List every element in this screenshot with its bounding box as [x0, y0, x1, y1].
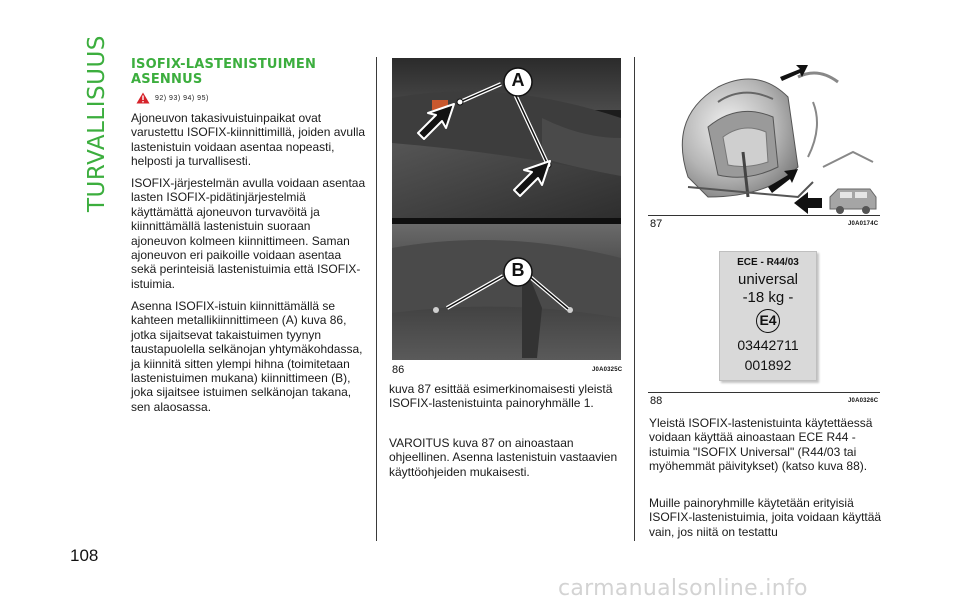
figure-87-code: J0A0174C — [848, 221, 879, 227]
figure-86-callout-b: B — [511, 260, 525, 280]
figure-86-callout-a: A — [511, 70, 525, 90]
figure-86-code: J0A0325C — [592, 367, 623, 373]
ece-label-approval-2: 001892 — [744, 357, 792, 373]
paragraph-installation: Asenna ISOFIX-istuin kiinnittämällä se kahteen metallikiinnittimeen (A) kuva 86, jotka sijaitsevat takaistuimen tyynyn taustapuolella selkänojan yhtymäkohdassa, ja kiinnitä sitten ylempi hihna (toimitetaan lastenistuimen mukana) kiinnittimeen (B), joka sijaitsee istuimen selkänojan takana, sen alaosassa. — [131, 299, 363, 414]
figure-86-photo — [392, 58, 621, 360]
ece-label-approval-1: 03442711 — [737, 337, 799, 353]
figure-86-number: 86 — [392, 364, 405, 376]
ece-label-category: universal — [737, 271, 799, 288]
watermark: carmanualsonline.info — [558, 576, 808, 601]
section-heading — [131, 57, 367, 87]
figure-88-ece-label — [719, 251, 817, 381]
paragraph-intro: Ajoneuvon takasivuistuinpaikat ovat varustettu ISOFIX-kiinnittimillä, joiden avulla lastenistuin voidaan asentaa nopeasti, helposti ja turvallisesti. — [131, 111, 366, 169]
paragraph-universal-seats: Yleistä ISOFIX-lastenistuinta käytettäessä voidaan käyttää ainoastaan ECE R44 -istuimia "ISOFIX Universal" (R44/03 tai myöhemmät päivitykset) (katso kuva 88). — [649, 416, 873, 474]
warning-ref-numbers: 92) 93) 94) 95) — [155, 94, 209, 102]
ece-label-standard: ECE - R44/03 — [737, 257, 799, 268]
column-divider-2 — [634, 57, 635, 541]
figure-87-child-seat — [648, 57, 879, 215]
figure-88-number: 88 — [650, 395, 663, 407]
paragraph-isofix-system: ISOFIX-järjestelmän avulla voidaan asentaa lasten ISOFIX-pidätinjärjestelmiä käyttämättä ajoneuvon turvavöitä ja kiinnittämällä lastenistuin suoraan ajoneuvon kolmeen kiinnittimeen. Saman ajoneuvon eri paikoille voidaan asentaa sekä perinteisiä lastenistuimia että ISOFIX-istuimia. — [131, 176, 366, 291]
page-number: 108 — [70, 546, 99, 565]
figure-87-rule — [648, 215, 880, 216]
paragraph-figure-87-ref: kuva 87 esittää esimerkinomaisesti yleistä ISOFIX-lastenistuinta painoryhmälle 1. — [389, 382, 613, 411]
figure-88-code: J0A0326C — [848, 398, 879, 404]
section-side-title: TURVALLISUUS — [84, 35, 110, 212]
figure-87-number: 87 — [650, 218, 663, 230]
ece-label-e4-mark: E4 — [756, 309, 780, 333]
heading-line-2: ASENNUS — [131, 72, 203, 87]
paragraph-other-groups: Muille painoryhmille käytetään erityisiä ISOFIX-lastenistuimia, joita voidaan käyttää vain, jos niitä on testattu — [649, 496, 882, 539]
warning-triangle-icon — [136, 92, 150, 104]
paragraph-warning: VAROITUS kuva 87 on ainoastaan ohjeellinen. Asenna lastenistuin vastaavien käyttöohjeiden mukaisesti. — [389, 436, 618, 479]
figure-88-rule — [648, 392, 880, 393]
heading-line-1: ISOFIX-LASTENISTUIMEN — [131, 57, 317, 72]
column-divider-1 — [376, 57, 377, 541]
ece-label-weight: -18 kg - — [742, 289, 794, 306]
warning-references — [136, 92, 209, 104]
